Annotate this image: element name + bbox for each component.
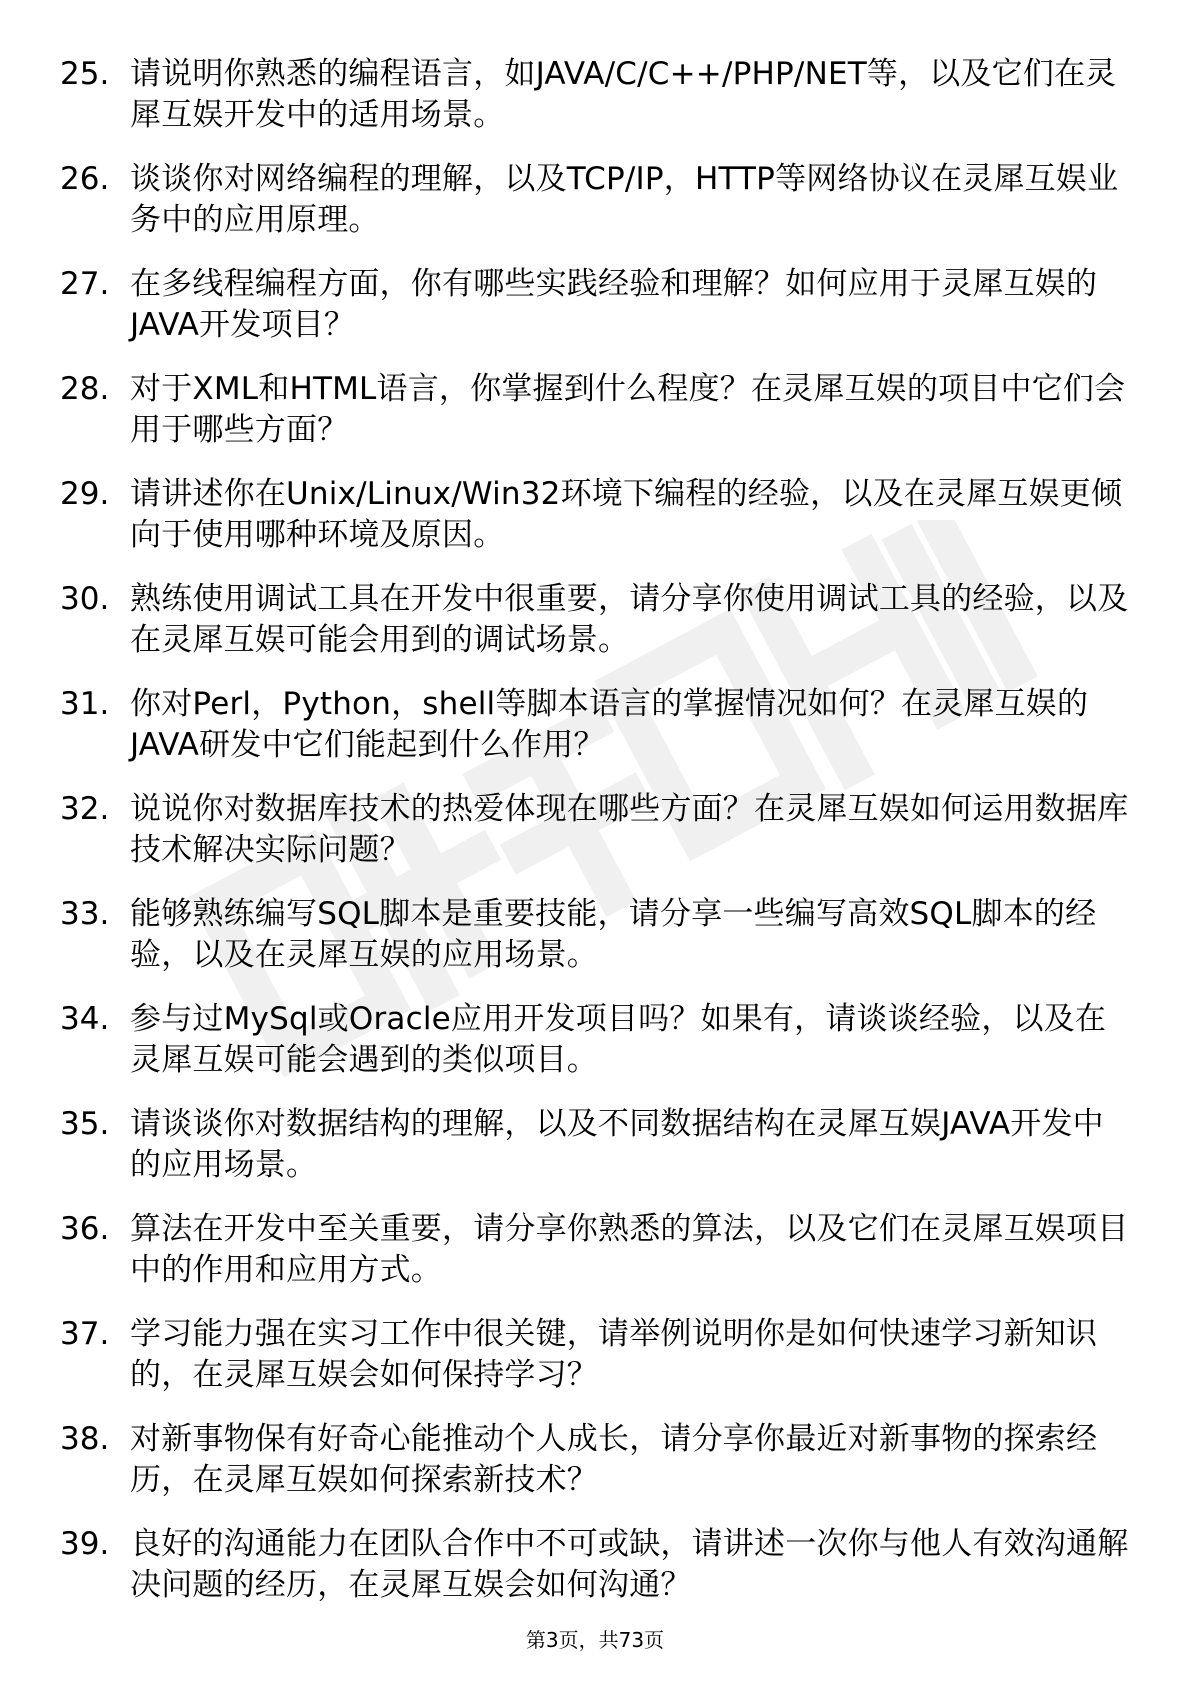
page-number: 第3页，共73页 <box>525 1628 665 1652</box>
question-item <box>60 369 1130 451</box>
question-text: 算法在开发中至关重要，请分享你熟悉的算法，以及它们在灵犀互娱项目中的作用和应用方式。 <box>130 1211 1129 1288</box>
question-text: 说说你对数据库技术的热爱体现在哪些方面？在灵犀互娱如何运用数据库技术解决实际问题？ <box>130 791 1129 868</box>
question-item <box>60 789 1130 871</box>
question-number: 35. <box>60 1106 110 1142</box>
question-item <box>60 264 1130 346</box>
question-item <box>60 894 1130 976</box>
question-text: 对新事物保有好奇心能推动个人成长，请分享你最近对新事物的探索经历，在灵犀互娱如何探索新技术？ <box>130 1421 1098 1498</box>
question-text: 谈谈你对网络编程的理解，以及TCP/IP，HTTP等网络协议在灵犀互娱业务中的应用原理。 <box>130 161 1119 238</box>
question-text: 对于XML和HTML语言，你掌握到什么程度？在灵犀互娱的项目中它们会用于哪些方面？ <box>130 371 1126 448</box>
question-text: 学习能力强在实习工作中很关键，请举例说明你是如何快速学习新知识的，在灵犀互娱会如何保持学习？ <box>130 1316 1098 1393</box>
question-number: 33. <box>60 896 110 932</box>
question-number: 29. <box>60 476 110 512</box>
question-text: 熟练使用调试工具在开发中很重要，请分享你使用调试工具的经验，以及在灵犀互娱可能会用到的调试场景。 <box>130 581 1129 658</box>
question-number: 26. <box>60 161 110 197</box>
question-number: 28. <box>60 371 110 407</box>
question-item <box>60 1209 1130 1291</box>
question-number: 38. <box>60 1421 110 1457</box>
question-text: 参与过MySql或Oracle应用开发项目吗？如果有，请谈谈经验，以及在灵犀互娱可能会遇到的类似项目。 <box>130 1001 1107 1078</box>
question-text: 你对Perl，Python，shell等脚本语言的掌握情况如何？在灵犀互娱的JAVA研发中它们能起到什么作用？ <box>130 686 1089 763</box>
question-number: 25. <box>60 56 110 92</box>
question-number: 37. <box>60 1316 110 1352</box>
question-item <box>60 1314 1130 1396</box>
question-text: 在多线程编程方面，你有哪些实践经验和理解？如何应用于灵犀互娱的JAVA开发项目？ <box>130 266 1098 343</box>
question-text: 良好的沟通能力在团队合作中不可或缺，请讲述一次你与他人有效沟通解决问题的经历，在灵犀互娱会如何沟通？ <box>130 1526 1129 1603</box>
question-text: 能够熟练编写SQL脚本是重要技能，请分享一些编写高效SQL脚本的经验，以及在灵犀互娱的应用场景。 <box>130 896 1097 973</box>
question-number: 27. <box>60 266 110 302</box>
question-text: 请讲述你在Unix/Linux/Win32环境下编程的经验，以及在灵犀互娱更倾向于使用哪种环境及原因。 <box>130 476 1123 553</box>
question-item <box>60 474 1130 556</box>
question-text: 请谈谈你对数据结构的理解，以及不同数据结构在灵犀互娱JAVA开发中的应用场景。 <box>130 1106 1104 1183</box>
question-item <box>60 54 1130 136</box>
question-item <box>60 159 1130 241</box>
question-item <box>60 1104 1130 1186</box>
question-item <box>60 1419 1130 1501</box>
question-number: 32. <box>60 791 110 827</box>
question-number: 39. <box>60 1526 110 1562</box>
question-item <box>60 999 1130 1081</box>
question-number: 36. <box>60 1211 110 1247</box>
question-number: 31. <box>60 686 110 722</box>
question-item <box>60 684 1130 766</box>
question-list <box>60 54 1130 1629</box>
question-item <box>60 1524 1130 1606</box>
question-number: 34. <box>60 1001 110 1037</box>
question-item <box>60 579 1130 661</box>
question-number: 30. <box>60 581 110 617</box>
question-text: 请说明你熟悉的编程语言，如JAVA/C/C++/PHP/NET等，以及它们在灵犀互娱开发中的适用场景。 <box>130 56 1117 133</box>
